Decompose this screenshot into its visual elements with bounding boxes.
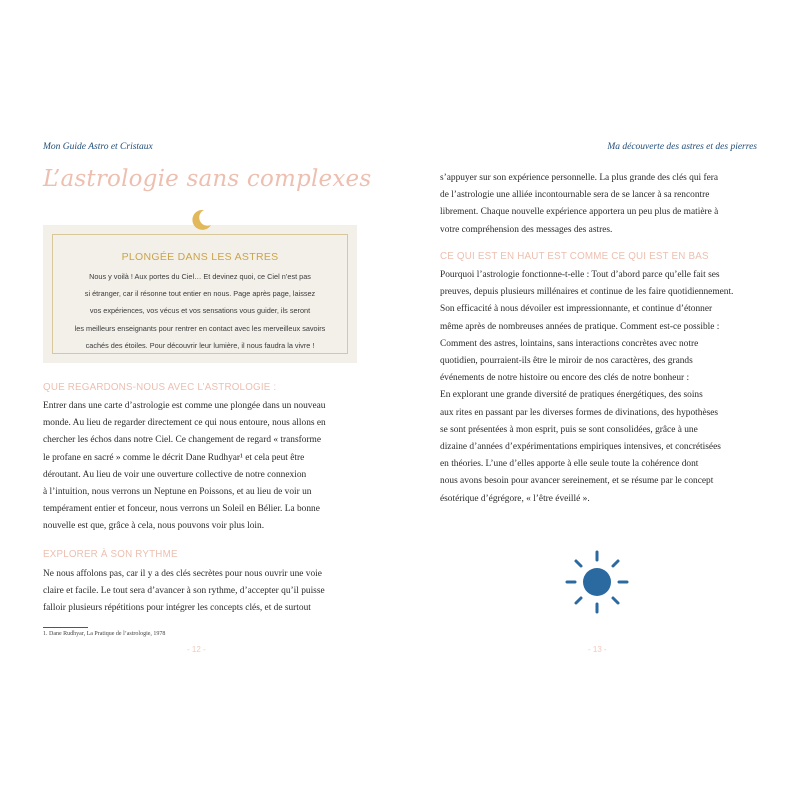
body-line: claire et facile. Le tout sera d’avancer à son rythme, d’accepter qu’il puisse: [43, 586, 325, 597]
inset-line: Nous y voilà ! Aux portes du Ciel… Et devinez quoi, ce Ciel n’est pas: [89, 272, 311, 281]
body-line: librement. Chaque nouvelle expérience apportera un peu plus de matière à: [440, 207, 719, 218]
inset-line: vos expériences, vos vécus et vos sensations vous guider, ils seront: [89, 306, 311, 316]
body-line: monde. Au lieu de regarder directement ce qui nous entoure, nous allons en: [43, 418, 326, 429]
body-line: se sont présentées à mon esprit, puis se sont consolidées, grâce à une: [440, 424, 698, 435]
body-line: en théories. L’une d’elles apporte à elle seule toute la cohérence dont: [440, 459, 699, 470]
body-line: déroutant. Au lieu de voir une ouverture collective de notre connexion: [43, 469, 307, 480]
body-line: le profane en sacré » comme le décrit Dane Rudhyar¹ et cela peut être: [43, 452, 305, 463]
footnote-divider: [43, 627, 88, 628]
body-line: à l’intuition, nous verrons un Neptune en Poissons, et au lieu de voir un: [43, 487, 312, 498]
page-number-right: - 13 -: [588, 645, 607, 654]
inset-line: les meilleurs enseignants pour rentrer en contact avec les merveilleux savoirs: [74, 323, 326, 333]
body-line: s’appuyer sur son expérience personnelle. La plus grande des clés qui fera: [440, 173, 719, 183]
right-page: [400, 0, 800, 800]
body-line: Pourquoi l’astrologie fonctionne-t-elle : Tout d’abord parce qu’elle fait ses: [440, 270, 720, 280]
continued-paragraph: [440, 170, 762, 239]
body-line: quotidien, pourraient-ils être le miroir de nos caractères, des grands: [440, 356, 693, 367]
crescent-moon-icon: [189, 208, 213, 232]
body-line: événements de notre histoire ou encore des clés de notre bonheur :: [440, 373, 690, 384]
body-line: ésotérique d’égrégore, « l’être éveillé ».: [440, 493, 590, 504]
running-head-left: Mon Guide Astro et Cristaux: [43, 142, 153, 152]
body-line: chercher les échos dans notre Ciel. Ce changement de regard « transforme: [43, 435, 322, 446]
footnote: 1. Dane Rudhyar, La Pratique de l’astrologie, 1978: [43, 631, 166, 637]
inset-line: cachés des étoiles. Pour découvrir leur lumière, il nous faudra la vivre !: [85, 340, 315, 350]
body-line: nouvelle est que, grâce à cela, nous pouvons voir plus loin.: [43, 521, 265, 532]
body-line: preuves, depuis plusieurs millénaires et continue de les faire quotidiennement.: [440, 287, 734, 298]
inset-box: [43, 225, 357, 363]
section-body-astrologie: [43, 398, 361, 536]
chapter-title: L’astrologie sans complexes: [43, 166, 372, 192]
body-line: nous avons besoin pour avancer sereinement, et se résume par le concept: [440, 476, 714, 487]
sun-icon: [563, 548, 631, 616]
body-line: Ne nous affolons pas, car il y a des clés secrètes pour nous ouvrir une voie: [43, 569, 322, 579]
body-line: tempérament entier et fonceur, nous verrons un Soleil en Bélier. La bonne: [43, 504, 320, 515]
section-body-haut-bas: [440, 267, 762, 508]
body-line: dizaine d’années d’expérimentations empiriques intensives, et concrétisées: [440, 442, 721, 453]
body-line: Entrer dans une carte d’astrologie est comme une plongée dans un nouveau: [43, 401, 326, 411]
inset-frame: [52, 234, 348, 354]
section-heading-rythme: EXPLORER À SON RYTHME: [43, 549, 178, 560]
body-line: votre compréhension des messages des astres.: [440, 224, 613, 235]
section-body-rythme: [43, 566, 361, 618]
body-line: de l’astrologie une alliée incontournable sera de se lancer à sa rencontre: [440, 190, 710, 201]
body-line: falloir plusieurs répétitions pour intégrer les concepts clés, et de surtout: [43, 603, 311, 614]
section-heading-astrologie: QUE REGARDONS-NOUS AVEC L’ASTROLOGIE :: [43, 382, 277, 393]
inset-title: PLONGÉE DANS LES ASTRES: [121, 251, 279, 263]
body-line: Comment des astres, lointains, sans interactions concrètes avec notre: [440, 338, 699, 349]
section-heading-haut-bas: CE QUI EST EN HAUT EST COMME CE QUI EST EN BAS: [440, 251, 709, 262]
body-line: aux rites en passant par les diverses formes de divinations, des hypothèses: [440, 407, 719, 418]
inset-text: [59, 268, 341, 354]
page-number-left: - 12 -: [187, 645, 206, 654]
running-head-right: Ma découverte des astres et des pierres: [607, 142, 757, 152]
body-line: Son efficacité à nous dévoiler est impressionnante, et continue d’étonner: [440, 304, 713, 315]
body-line: En explorant une grande diversité de pratiques énergétiques, des soins: [440, 390, 703, 401]
body-line: même après de nombreuses années de pratique. Comment est-ce possible :: [440, 321, 720, 332]
inset-line: si étranger, car il résonne tout entier en nous. Page après page, laissez: [84, 289, 316, 299]
